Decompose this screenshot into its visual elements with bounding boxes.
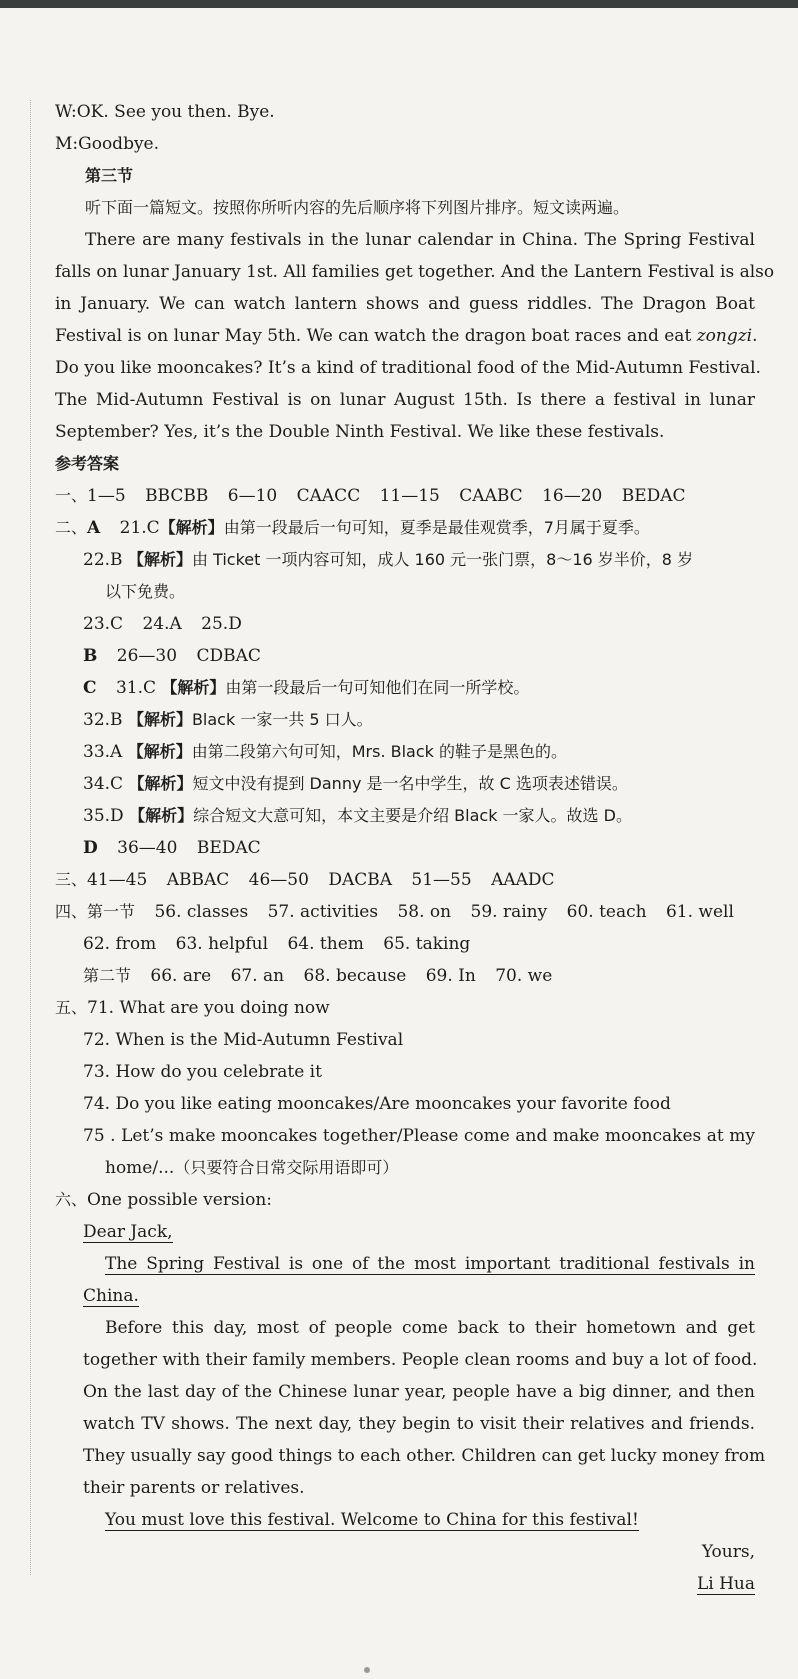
letter-para1-line [55, 1280, 755, 1312]
passage-line: There are many festivals in the lunar calendar in China. The Spring Festival [85, 230, 755, 250]
passage-line: September? Yes, it’s the Double Ninth Festival. We like these festivals. [55, 422, 665, 442]
part4-row2 [55, 928, 755, 960]
answer-key-page [55, 96, 775, 1600]
range: 6—10 [227, 486, 278, 506]
italic-word: zongzi [696, 326, 753, 346]
analysis-continuation: 以下免费。 [105, 582, 186, 601]
part6-intro [55, 1184, 755, 1216]
part5-item71 [55, 992, 755, 1024]
passage-line: falls on lunar January 1st. All families get together. And the Lantern Festival is also [55, 262, 775, 282]
part3-label: 三、 [55, 870, 88, 889]
range: 16—20 [542, 486, 603, 506]
fill-answer: 67. an [230, 966, 285, 986]
section-d-label: D [83, 838, 98, 858]
analysis-tag: 【解析】 [127, 742, 192, 761]
fill-answer: 69. In [425, 966, 476, 986]
answer: 24.A [142, 614, 182, 634]
range: 41—45 [87, 870, 148, 890]
part2-section-b [55, 640, 755, 672]
part4-row1 [55, 896, 755, 928]
fill-answer: 64. them [287, 934, 364, 954]
answer: 23.C [83, 614, 124, 634]
analysis-text: 由第一段最后一句可知，夏季是最佳观赏季，7月属于夏季。 [223, 518, 650, 537]
letter-para3 [55, 1504, 755, 1536]
part2-q35 [55, 800, 755, 832]
question-number: 21.C [119, 518, 160, 538]
fill-answer: 66. are [150, 966, 212, 986]
question-number: 32.B [83, 710, 123, 730]
letter-para2-line: their parents or relatives. [83, 1478, 305, 1498]
section1-label: 第一节 [87, 902, 136, 921]
scan-top-edge [0, 0, 798, 8]
analysis-text: 综合短文大意可知，本文主要是介绍 Black 一家人。故选 D。 [193, 806, 632, 825]
section-a-label: A [87, 518, 101, 538]
letter-para2-line: On the last day of the Chinese lunar year, people have a big dinner, and then [83, 1382, 755, 1402]
letter-para2-line: together with their family members. People clean rooms and buy a lot of food. [83, 1350, 758, 1370]
letter-signature [55, 1568, 755, 1600]
question-number: 31.C [115, 678, 156, 698]
answer-group: ABBAC [166, 870, 230, 890]
part2-q22 [55, 544, 755, 576]
part2-q23-25 [55, 608, 755, 640]
fill-answer: 63. helpful [175, 934, 269, 954]
analysis-tag: 【解析】 [159, 518, 224, 537]
underlined-sentence: The Spring Festival is one of the most important traditional festivals in [105, 1254, 755, 1274]
analysis-text: Black 一家一共 5 口人。 [191, 710, 373, 729]
answer-group: CDBAC [196, 646, 261, 666]
binding-dotted-line [30, 100, 31, 1575]
answer-group: BEDAC [196, 838, 261, 858]
letter-para1-line [55, 1248, 755, 1280]
sentence-answer: 71. What are you doing now [87, 998, 330, 1018]
answer-group: BBCBB [145, 486, 209, 506]
fill-answer: 65. taking [383, 934, 471, 954]
range: 1—5 [87, 486, 126, 506]
question-number: 35.D [83, 806, 124, 826]
analysis-tag: 【解析】 [128, 774, 193, 793]
sentence-period: . [752, 326, 758, 346]
fill-answer: 62. from [83, 934, 157, 954]
signature-text: Li Hua [696, 1574, 755, 1594]
fill-answer: 59. rainy [470, 902, 548, 922]
analysis-tag: 【解析】 [127, 710, 192, 729]
fill-answer: 57. activities [267, 902, 379, 922]
answer: 25.D [201, 614, 242, 634]
underlined-sentence: China. [83, 1286, 139, 1306]
letter-para2-line: They usually say good things to each other. Children can get lucky money from [83, 1446, 766, 1466]
passage-line-with-italic [55, 320, 758, 352]
part3-answers [55, 864, 755, 896]
analysis-text: 由第二段第六句可知，Mrs. Black 的鞋子是黑色的。 [191, 742, 568, 761]
part5-label: 五、 [55, 998, 88, 1017]
part1-label: 一、 [55, 486, 88, 505]
answers-heading: 参考答案 [55, 454, 120, 473]
part5-item74: 74. Do you like eating mooncakes/Are mooncakes your favorite food [83, 1094, 671, 1114]
part2-q34 [55, 768, 755, 800]
part4-row3 [55, 960, 755, 992]
analysis-text: 短文中没有提到 Danny 是一名中学生，故 C 选项表述错误。 [192, 774, 628, 793]
answer-group: BEDAC [621, 486, 686, 506]
range: 51—55 [411, 870, 472, 890]
passage-line: in January. We can watch lantern shows and guess riddles. The Dragon Boat [55, 294, 755, 314]
analysis-tag: 【解析】 [129, 806, 194, 825]
part1-answers [55, 480, 755, 512]
section-b-label: B [83, 646, 98, 666]
fill-answer: 61. well [665, 902, 734, 922]
fill-answer: 70. we [495, 966, 553, 986]
part5-item73: 73. How do you celebrate it [83, 1062, 322, 1082]
range: 11—15 [379, 486, 440, 506]
question-number: 33.A [83, 742, 123, 762]
dialogue-m-line: M:Goodbye. [55, 134, 160, 154]
part2-label: 二、 [55, 518, 88, 537]
question-number: 34.C [83, 774, 124, 794]
passage-line-text: Festival is on lunar May 5th. We can watch the dragon boat races and eat [55, 326, 692, 346]
analysis-text: 由 Ticket 一项内容可知，成人 160 元一张门票，8～16 岁半价，8 岁 [191, 550, 694, 569]
section-c-label: C [83, 678, 97, 698]
part5-item72: 72. When is the Mid-Autumn Festival [83, 1030, 404, 1050]
fill-answer: 58. on [397, 902, 452, 922]
part5-item75-cont [55, 1152, 755, 1184]
dialogue-w-line: W:OK. See you then. Bye. [55, 102, 275, 122]
part2-q33 [55, 736, 755, 768]
question-number: 22.B [83, 550, 123, 570]
passage-line: Do you like mooncakes? It’s a kind of traditional food of the Mid-Autumn Festival. [55, 358, 761, 378]
scan-speck [364, 1667, 370, 1673]
answer-group: DACBA [328, 870, 392, 890]
part2-q21 [55, 512, 755, 544]
item75-continuation: home/... [105, 1158, 175, 1178]
letter-salutation [55, 1216, 755, 1248]
underlined-sentence: You must love this festival. Welcome to China for this festival! [105, 1510, 639, 1530]
part6-label: 六、 [55, 1190, 88, 1209]
letter-para2-line: watch TV shows. The next day, they begin to visit their relatives and friends. [83, 1414, 755, 1434]
answer-group: CAACC [296, 486, 361, 506]
part2-section-d [55, 832, 755, 864]
part2-q32 [55, 704, 755, 736]
range: 26—30 [116, 646, 178, 666]
range: 46—50 [248, 870, 309, 890]
fill-answer: 60. teach [566, 902, 647, 922]
section3-instruction: 听下面一篇短文。按照你所听内容的先后顺序将下列图片排序。短文读两遍。 [85, 198, 630, 217]
range: 36—40 [117, 838, 178, 858]
section3-heading: 第三节 [85, 166, 134, 185]
answer-group: CAABC [459, 486, 523, 506]
part2-q31 [55, 672, 755, 704]
answer-group: AAADC [491, 870, 555, 890]
item75-note: （只要符合日常交际用语即可） [174, 1158, 399, 1177]
fill-answer: 56. classes [154, 902, 249, 922]
analysis-text: 由第一段最后一句可知他们在同一所学校。 [225, 678, 530, 697]
analysis-tag: 【解析】 [161, 678, 226, 697]
analysis-tag: 【解析】 [127, 550, 192, 569]
fill-answer: 68. because [303, 966, 407, 986]
section2-label: 第二节 [83, 966, 132, 985]
letter-closing: Yours, [701, 1542, 755, 1562]
version-note: One possible version: [87, 1190, 273, 1210]
part4-label: 四、 [55, 902, 88, 921]
letter-para2-line: Before this day, most of people come back to their hometown and get [105, 1318, 755, 1338]
part5-item75: 75 . Let’s make mooncakes together/Please come and make mooncakes at my [83, 1126, 755, 1146]
passage-line: The Mid-Autumn Festival is on lunar August 15th. Is there a festival in lunar [55, 390, 755, 410]
salutation-text: Dear Jack, [83, 1222, 173, 1242]
